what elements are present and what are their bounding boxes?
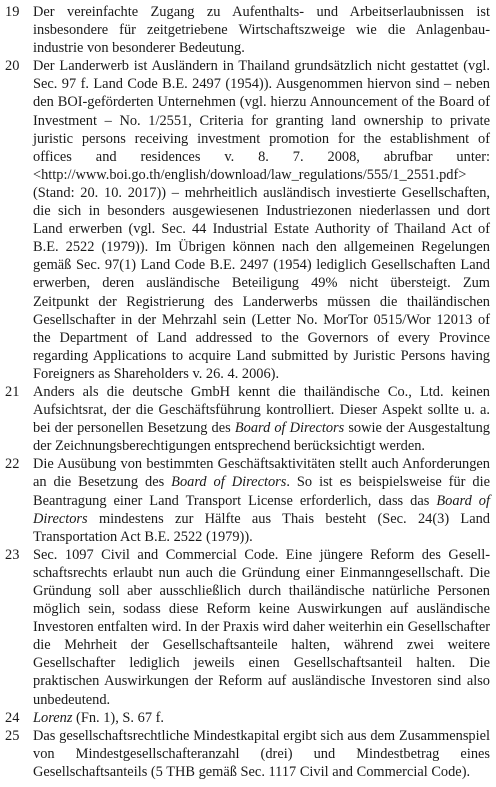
footnote-text	[33, 546, 490, 709]
footnote-italic-text: Board of Directors	[33, 492, 491, 527]
footnote-text-segment: Anders als die deutsche GmbH kennt die thailändische Co., Ltd. keinen Aufsichtsrat, der die Geschäftsführung kontrolliert. Dieser Aspekt sollte u. a. bei der personellen Besetzung des	[33, 383, 490, 437]
footnote-number: 20	[5, 58, 20, 75]
footnote-list	[5, 3, 490, 781]
footnote-text	[33, 727, 490, 781]
footnote-25	[5, 727, 490, 781]
footnote-italic-text: Board of Directors	[171, 474, 287, 491]
footnote-text-segment: Die Ausübung von bestimmten Geschäftsaktivitäten stellt auch Anforderungen an die Besetzung des	[33, 456, 490, 491]
footnote-text	[33, 455, 490, 545]
footnote-21	[5, 383, 490, 455]
footnote-text-segment: sowie der Ausgestaltung der Zeichnungsberechtigungen entsprechend berücksichtigt werden.	[33, 420, 490, 455]
footnote-text-segment: . So ist es beispielsweise für die Beantragung einer Land Transport License erforderlich, dass das	[33, 474, 491, 509]
footnote-text-segment: Sec. 1097 Civil and Commercial Code. Eine jüngere Reform des Gesellschaftsrechts erlaubt nun auch die Gründung einer Einmanngesellschaft. Die Gründung soll aber ausschließlich durch thailändische natürliche Personen möglich sein, sodass diese Reform keine Auswirkungen auf ausländische Investoren entfalten wird. In der Praxis wird daher weiterhin ein Gesellschafter die Mehrheit der Gesellschaftsanteile halten, während zwei weitere Gesellschafter lediglich jeweils einen Gesellschaftsanteil halten. Die praktischen Auswirkungen der Reform auf ausländische Investoren sind also unbedeutend.	[33, 546, 490, 708]
footnote-text-segment: mindestens zur Hälfte aus Thais besteht (Sec. 24(3) Land Transportation Act B.E. 2522 (1979)).	[33, 510, 490, 545]
footnote-20	[5, 57, 490, 383]
footnote-text-segment: Das gesellschaftsrechtliche Mindestkapital ergibt sich aus dem Zusammenspiel von Mindestgesellschafteranzahl (drei) und Mindestbetrag eines Gesellschaftsanteils (5 THB gemäß Sec. 1117 Civil and Commercial Code).	[33, 727, 490, 780]
footnote-text-segment: Der Landerwerb ist Ausländern in Thailand grundsätzlich nicht gestattet (vgl. Sec. 97 f. Land Code B.E. 2497 (1954)). Ausgenommen hiervon sind – neben den BOI-geförderten Unternehmen (vgl. hierzu Announcement of the Board of Investment – No. 1/2551, Criteria for granting land ownership to private juristic persons receiving investment promotion for the establishment of offices and residences v. 8. 7. 2008, abrufbar unter: <http://www.boi.go.th/english/download/law_regulations/555/1_2551.​pdf> (Stand: 20. 10. 2017)) – mehrheitlich ausländisch investierte Gesellschaften, die sich in besonders ausgewiesenen Industriezonen niederlassen und dort Land erwerben (vgl. Sec. 44 Industrial Estate Authority of Thailand Act of B.E. 2522 (1979)). Im Übrigen können nach den allgemeinen Regelungen gemäß Sec. 97(1) Land Code B.E. 2497 (1954) lediglich Gesellschaften Land erwerben, deren ausländische Beteiligung 49% nicht übersteigt. Zum Zeitpunkt der Registrierung des Landerwerbs müssen die thailändischen Gesellschafter in der Mehrzahl sein (Letter No. MorTor 0515/Wor 12013 of the Department of Land addressed to the Governors of every Province regarding Applications to acquire Land submitted by Juristic Persons having Foreigners as Shareholders v. 26. 4. 2006).	[33, 58, 490, 382]
footnote-italic-text: Board of Directors	[234, 420, 345, 437]
footnote-number: 22	[5, 456, 20, 473]
footnote-24	[5, 709, 490, 727]
footnote-text-segment: (Fn. 1), S. 67 f.	[72, 709, 164, 726]
footnote-22	[5, 455, 490, 545]
footnote-number: 19	[5, 4, 20, 20]
footnote-text	[33, 57, 490, 383]
footnote-text-segment: Der vereinfachte Zugang zu Aufenthalts- und Arbeitserlaubnissen ist insbesondere für zeitgetriebene Wirtschaftszweige wie die Anlagenbauindustrie von besonderer Bedeutung.	[33, 4, 490, 57]
footnote-number: 21	[5, 383, 20, 400]
footnote-text	[33, 383, 490, 455]
footnote-italic-text: Lorenz	[33, 709, 73, 726]
footnote-text	[33, 709, 490, 727]
footnote-19	[5, 3, 490, 57]
footnote-number: 25	[5, 727, 20, 744]
footnote-text	[33, 3, 490, 57]
footnote-23	[5, 546, 490, 709]
footnote-number: 23	[5, 546, 20, 563]
footnote-number: 24	[5, 709, 20, 726]
